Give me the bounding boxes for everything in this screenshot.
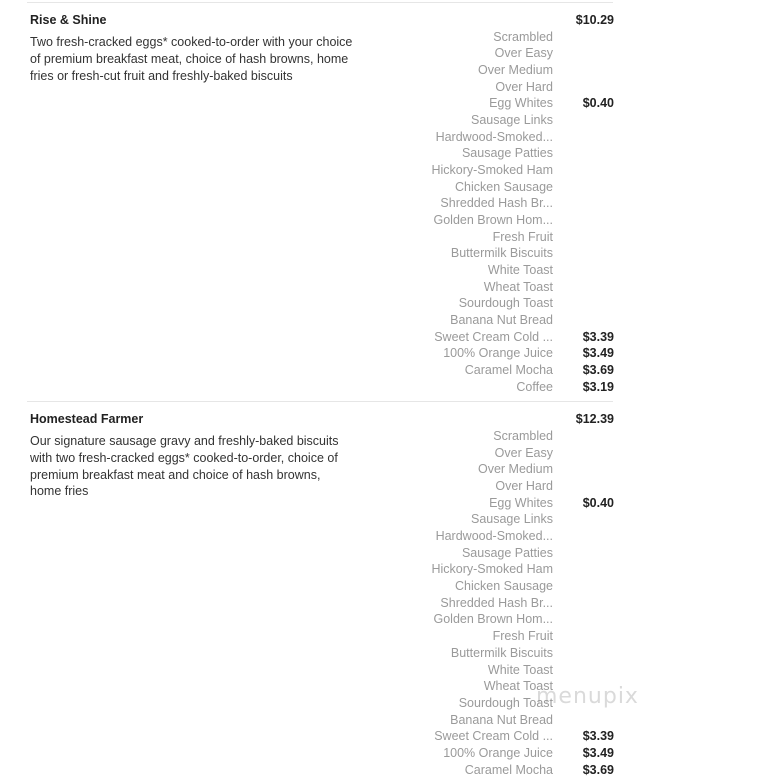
item-name: Rise & Shine bbox=[30, 13, 107, 27]
item-description: Two fresh-cracked eggs* cooked-to-order with your choice of premium breakfast meat, choice of hash browns, home fries or fresh-cut fruit and freshly-baked biscuits bbox=[30, 35, 353, 83]
option-label: Fresh Fruit bbox=[492, 629, 553, 644]
option-row bbox=[380, 79, 620, 96]
option-label: Sourdough Toast bbox=[458, 296, 553, 311]
option-label: Sweet Cream Cold ... bbox=[434, 729, 553, 744]
item-price: $10.29 bbox=[575, 13, 614, 27]
option-price: $3.69 bbox=[582, 363, 614, 378]
option-label: Sausage Patties bbox=[461, 146, 553, 161]
option-label: Buttermilk Biscuits bbox=[450, 645, 553, 660]
option-label: Sausage Links bbox=[470, 512, 553, 527]
option-label: Golden Brown Hom... bbox=[433, 212, 553, 227]
option-price: $3.69 bbox=[582, 762, 614, 777]
option-label: Hickory-Smoked Ham bbox=[431, 562, 553, 577]
option-row bbox=[380, 362, 620, 379]
option-row bbox=[380, 662, 620, 679]
option-row bbox=[380, 312, 620, 329]
option-label: Over Hard bbox=[495, 79, 553, 94]
option-row bbox=[380, 112, 620, 129]
option-row bbox=[380, 195, 620, 212]
option-label: Chicken Sausage bbox=[455, 579, 553, 594]
option-label: Over Easy bbox=[494, 445, 553, 460]
option-price: $3.49 bbox=[582, 346, 614, 361]
option-row bbox=[380, 45, 620, 62]
option-label: Buttermilk Biscuits bbox=[450, 246, 553, 261]
option-label: Hardwood-Smoked... bbox=[435, 129, 553, 144]
option-label: 100% Orange Juice bbox=[443, 745, 553, 760]
option-price: $3.39 bbox=[582, 729, 614, 744]
option-row bbox=[380, 762, 620, 779]
option-row bbox=[380, 329, 620, 346]
option-label: Over Medium bbox=[477, 62, 553, 77]
option-label: Banana Nut Bread bbox=[450, 313, 553, 328]
section-divider bbox=[27, 401, 613, 402]
option-row bbox=[380, 162, 620, 179]
option-row bbox=[380, 495, 620, 512]
option-label: Coffee bbox=[516, 379, 553, 394]
option-row bbox=[380, 478, 620, 495]
option-price: $3.39 bbox=[582, 329, 614, 344]
menupix-watermark: menupix bbox=[536, 684, 639, 709]
option-label: Chicken Sausage bbox=[455, 179, 553, 194]
option-label: Over Medium bbox=[477, 462, 553, 477]
option-row bbox=[380, 262, 620, 279]
option-row bbox=[380, 95, 620, 112]
option-row bbox=[380, 511, 620, 528]
option-row bbox=[380, 229, 620, 246]
option-label: Caramel Mocha bbox=[464, 762, 553, 777]
option-row bbox=[380, 295, 620, 312]
option-row bbox=[380, 595, 620, 612]
top-divider bbox=[27, 2, 613, 3]
option-label: Banana Nut Bread bbox=[450, 712, 553, 727]
option-row bbox=[380, 345, 620, 362]
option-row bbox=[380, 62, 620, 79]
option-row bbox=[380, 29, 620, 46]
option-price: $3.19 bbox=[582, 379, 614, 394]
option-row bbox=[380, 578, 620, 595]
option-label: Wheat Toast bbox=[483, 679, 553, 694]
option-label: Scrambled bbox=[493, 429, 553, 443]
option-row bbox=[380, 712, 620, 729]
option-label: Wheat Toast bbox=[483, 279, 553, 294]
option-label: Caramel Mocha bbox=[464, 363, 553, 378]
item-name: Homestead Farmer bbox=[30, 412, 144, 426]
option-label: Over Hard bbox=[495, 479, 553, 494]
option-row bbox=[380, 445, 620, 462]
option-row bbox=[380, 545, 620, 562]
option-row bbox=[380, 279, 620, 296]
option-label: White Toast bbox=[487, 263, 553, 278]
option-row bbox=[380, 145, 620, 162]
option-label: Over Easy bbox=[494, 46, 553, 61]
option-label: Scrambled bbox=[493, 29, 553, 44]
option-price: $3.49 bbox=[582, 745, 614, 760]
option-row bbox=[380, 628, 620, 645]
option-row bbox=[380, 179, 620, 196]
option-row bbox=[380, 212, 620, 229]
option-row bbox=[380, 611, 620, 628]
option-price: $0.40 bbox=[582, 495, 614, 510]
option-label: Sweet Cream Cold ... bbox=[434, 329, 553, 344]
option-price: $0.40 bbox=[582, 96, 614, 111]
option-label: Egg Whites bbox=[489, 96, 553, 111]
option-row bbox=[380, 745, 620, 762]
option-row bbox=[380, 728, 620, 745]
option-row bbox=[380, 528, 620, 545]
option-label: Hickory-Smoked Ham bbox=[431, 162, 553, 177]
option-label: 100% Orange Juice bbox=[443, 346, 553, 361]
option-label: Sourdough Toast bbox=[458, 695, 553, 710]
option-row bbox=[380, 461, 620, 478]
option-label: White Toast bbox=[487, 662, 553, 677]
item-price: $12.39 bbox=[575, 412, 614, 426]
option-label: Sausage Links bbox=[470, 112, 553, 127]
option-label: Egg Whites bbox=[489, 495, 553, 510]
item-description: Our signature sausage gravy and freshly-baked biscuits with two fresh-cracked eggs* cooked-to-order, choice of premium breakfast meat and choice of hash browns, home fries bbox=[30, 434, 339, 499]
option-row bbox=[380, 645, 620, 662]
option-label: Sausage Patties bbox=[461, 545, 553, 560]
option-label: Hardwood-Smoked... bbox=[435, 529, 553, 544]
option-row bbox=[380, 379, 620, 396]
option-label: Golden Brown Hom... bbox=[433, 612, 553, 627]
option-label: Shredded Hash Br... bbox=[440, 196, 553, 211]
option-row bbox=[380, 245, 620, 262]
option-row bbox=[380, 561, 620, 578]
option-label: Shredded Hash Br... bbox=[440, 595, 553, 610]
option-label: Fresh Fruit bbox=[492, 229, 553, 244]
option-row bbox=[380, 428, 620, 445]
option-row bbox=[380, 129, 620, 146]
